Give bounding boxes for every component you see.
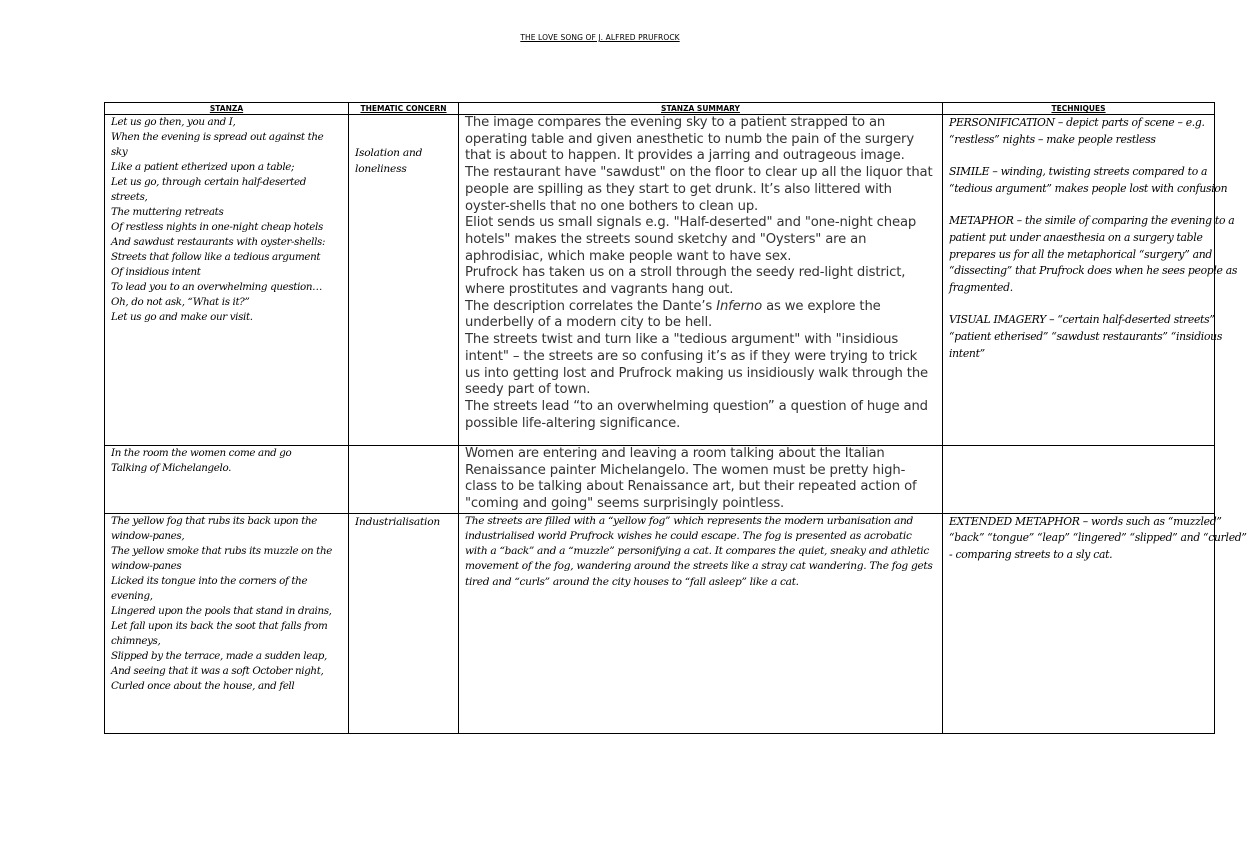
summary-paragraph: The restaurant have "sawdust" on the floor to clear up all the liquor that people are spilling as they start to get drunk. It’s also littered with oyster-shells that no one bothers to clean up. [465, 165, 933, 214]
thematic-concern-cell [349, 115, 459, 446]
stanza-summary-cell [459, 115, 943, 446]
stanza-line: The yellow fog that rubs its back upon the window-panes, [111, 514, 318, 542]
stanza-line: In the room the women come and go [111, 447, 292, 459]
technique-paragraph: PERSONIFICATION – depict parts of scene – e.g. “restless” nights – make people restless [949, 116, 1205, 146]
thematic-concern-text: Industrialisation [355, 515, 441, 528]
stanza-line: And sawdust restaurants with oyster-shells: [111, 236, 326, 248]
stanza-cell [105, 115, 349, 446]
summary-paragraph [465, 299, 936, 332]
stanza-line: Of restless nights in one-night cheap hotels [111, 221, 323, 233]
summary-paragraph: The image compares the evening sky to a patient strapped to an operating table and given anesthetic to numb the pain of the surgery that is about to happen. It provides a jarring and outrageous image. [465, 115, 914, 164]
stanza-line: To lead you to an overwhelming question… [111, 281, 323, 293]
techniques-cell [943, 115, 1238, 446]
summary-paragraph: Prufrock has taken us on a stroll through the seedy red-light district, where prostitutes and vagrants hang out. [465, 265, 906, 298]
stanza-line: Talking of Michelangelo. [111, 462, 232, 474]
table-row [105, 513, 1215, 733]
prufrock-analysis-table [104, 102, 1247, 734]
thematic-concern-cell [349, 513, 459, 733]
stanza-cell [105, 446, 349, 514]
stanza-line: Let us go, through certain half-deserted streets, [111, 176, 306, 203]
techniques-cell [943, 513, 1247, 733]
stanza-summary-cell [459, 446, 943, 514]
header-techniques: TECHNIQUES [943, 103, 1215, 115]
stanza-line: Licked its tongue into the corners of the evening, [111, 574, 308, 602]
summary-paragraph: The streets twist and turn like a "tedious argument" with "insidious intent" – the streets are so confusing it’s as if they were trying to trick us into getting lost and Prufrock making us insidiously walk through the seedy part of town. [465, 332, 929, 398]
technique-paragraph: EXTENDED METAPHOR – words such as “muzzled” “back” “tongue” “leap” “lingered” “slipped” and “curled” - comparing streets to a sly cat. [949, 514, 1247, 561]
header-stanza: STANZA [105, 103, 349, 115]
stanza-line: Slipped by the terrace, made a sudden leap, [111, 649, 327, 662]
summary-paragraph: The streets lead “to an overwhelming question” a question of huge and possible life-altering significance. [465, 398, 928, 431]
stanza-line: Lingered upon the pools that stand in drains, [111, 604, 332, 617]
table-row [105, 446, 1215, 514]
stanza-line: Curled once about the house, and fell [111, 679, 295, 692]
stanza-line: The yellow smoke that rubs its muzzle on the window-panes [111, 544, 332, 572]
stanza-line: Let us go then, you and I, [111, 116, 236, 128]
stanza-cell [105, 513, 349, 733]
inferno-title: Inferno [716, 298, 763, 314]
table-row [105, 115, 1215, 446]
stanza-line: Let fall upon its back the soot that falls from chimneys, [111, 619, 328, 647]
stanza-summary-cell [459, 513, 943, 733]
stanza-line: When the evening is spread out against the sky [111, 131, 324, 158]
stanza-line: And seeing that it was a soft October night, [111, 664, 324, 677]
summary-paragraph: Women are entering and leaving a room talking about the Italian Renaissance painter Michelangelo. The women must be pretty high-class to be talking about Renaissance art, but their repeated action of "coming and going" seems surprisingly pointless. [465, 446, 917, 512]
stanza-line: Streets that follow like a tedious argument [111, 251, 321, 263]
header-stanza-summary: STANZA SUMMARY [459, 103, 943, 115]
technique-paragraph: SIMILE – winding, twisting streets compared to a “tedious argument” makes people lost with confusion [949, 165, 1228, 195]
table-header-row [105, 103, 1215, 115]
stanza-line: Let us go and make our visit. [111, 311, 253, 323]
stanza-line: Oh, do not ask, “What is it?” [111, 296, 250, 308]
technique-paragraph: METAPHOR – the simile of comparing the evening to a patient put under anaesthesia on a surgery table prepares us for all the metaphorical “surgery” and “dissecting” that Prufrock does when he sees people as fragmented. [949, 214, 1238, 294]
thematic-concern-text: Isolation and loneliness [355, 147, 423, 175]
thematic-concern-cell [349, 446, 459, 514]
techniques-cell [943, 446, 1215, 514]
stanza-line: Of insidious intent [111, 266, 201, 278]
summary-text: The description correlates the Dante’s [465, 298, 713, 314]
header-thematic-concern: THEMATIC CONCERN [349, 103, 459, 115]
summary-paragraph: Eliot sends us small signals e.g. "Half-deserted" and "one-night cheap hotels" makes the streets sound sketchy and "Oysters" are an aphrodisiac, which make people want to have sex. [465, 215, 917, 264]
summary-text: as we explore the underbelly of a modern city to be hell. [465, 298, 881, 331]
stanza-line: The muttering retreats [111, 206, 224, 218]
document-title: THE LOVE SONG OF J. ALFRED PRUFROCK [520, 33, 680, 42]
technique-paragraph: VISUAL IMAGERY – “certain half-deserted streets” “patient etherised” “sawdust restaurants” “insidious intent” [949, 313, 1223, 360]
summary-paragraph: The streets are filled with a “yellow fog” which represents the modern urbanisation and industrialised world Prufrock wishes he could escape. The fog is presented as acrobatic with a “back” and a “muzzle” personifying a cat. It compares the quiet, sneaky and athletic movement of the fog, wandering around the streets like a stray cat wandering. The fog gets tired and “curls” around the city houses to “fall asleep” like a cat. [465, 514, 933, 588]
stanza-line: Like a patient etherized upon a table; [111, 161, 295, 173]
